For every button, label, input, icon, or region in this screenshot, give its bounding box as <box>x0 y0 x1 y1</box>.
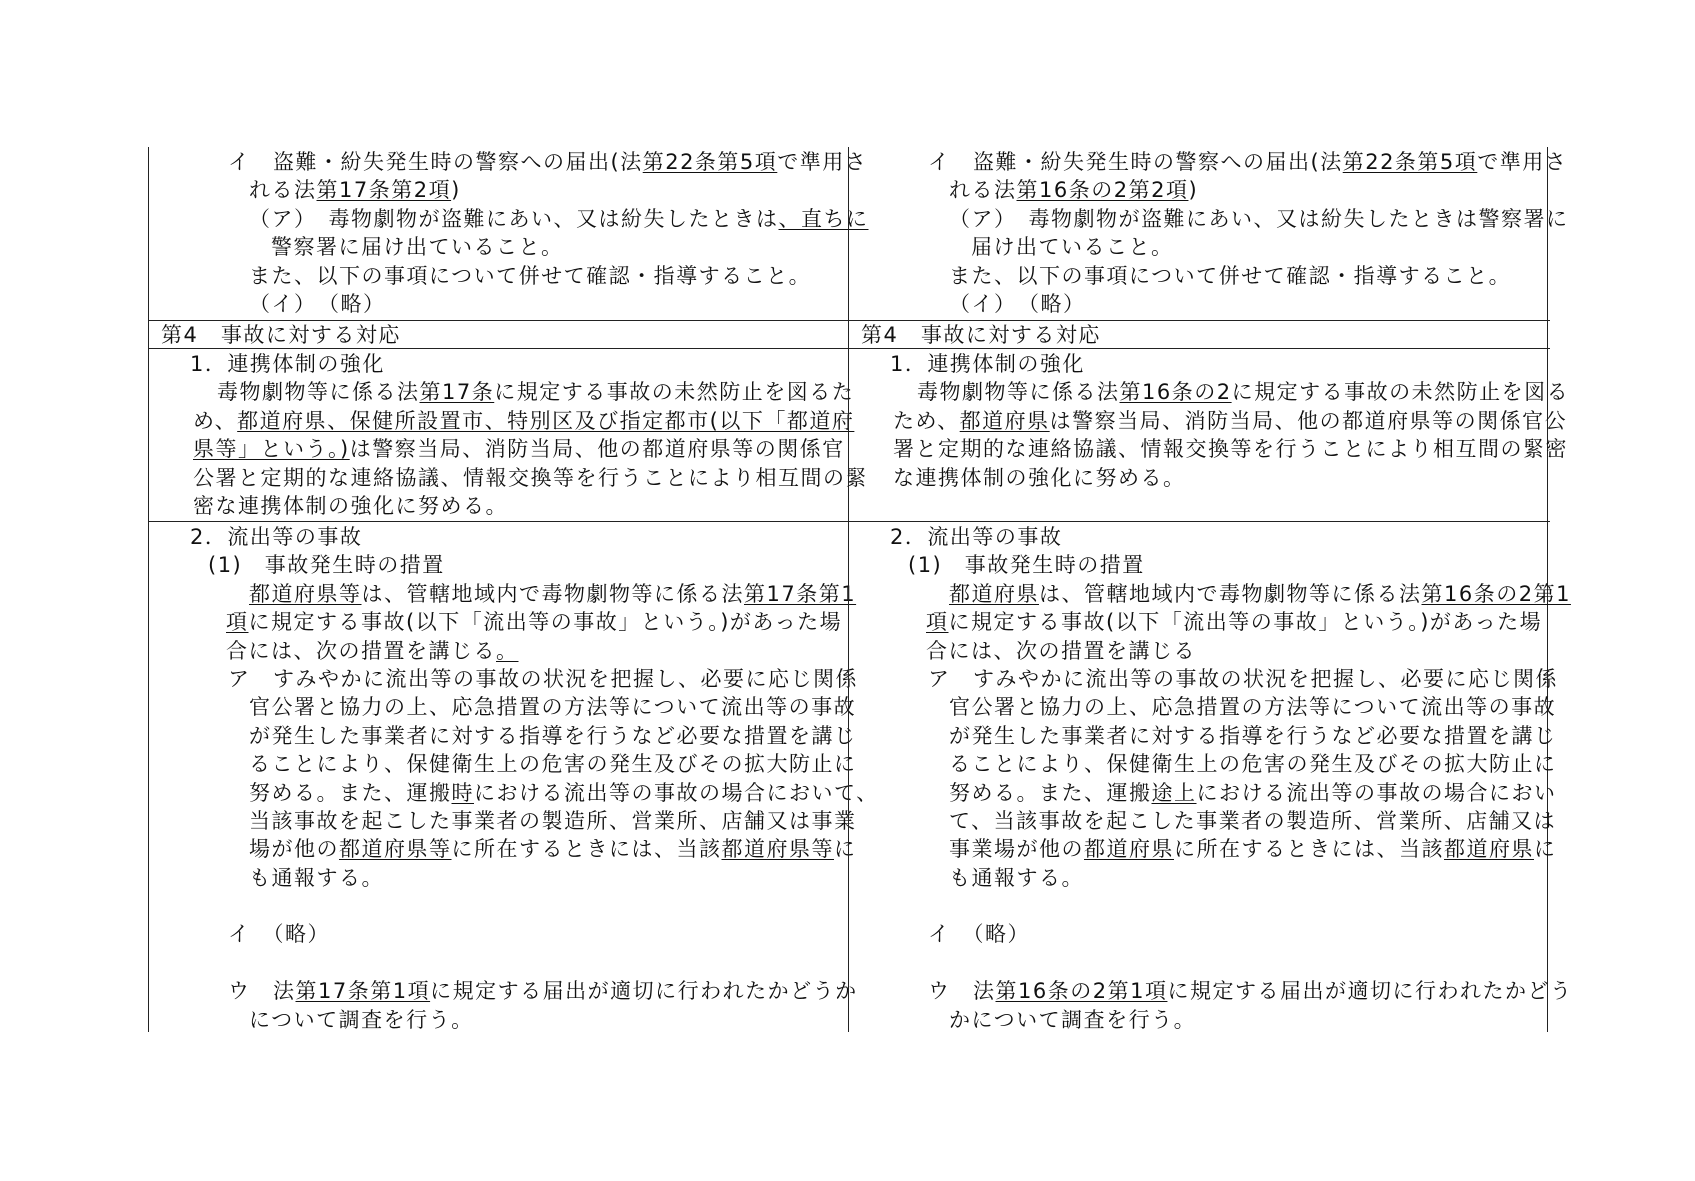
text-segment: に所在するときには、当該 <box>451 837 722 862</box>
text-line <box>849 637 1547 665</box>
text-line <box>149 580 857 608</box>
text-segment: 署と定期的な連絡協議、情報交換等を行うことにより相互間の緊密 <box>893 437 1568 462</box>
text-segment: イ （略） <box>228 922 330 947</box>
text-segment: （ア） 毒物劇物が盗難にあい、又は紛失したときは警察署に <box>949 206 1569 231</box>
text-line <box>849 722 1557 750</box>
underlined-amendment: 県等」という。) <box>193 437 350 462</box>
text-segment: に <box>1534 837 1557 862</box>
text-segment: て、当該事故を起こした事業者の製造所、営業所、店舗又は <box>949 808 1557 833</box>
underlined-amendment: 都道府県等 <box>339 837 452 862</box>
text-line <box>149 205 869 233</box>
text-segment: ウ 法 <box>928 979 996 1004</box>
text-segment: かについて調査を行う。 <box>949 1007 1197 1032</box>
text-segment: 1．連携体制の強化 <box>890 352 1085 376</box>
text-segment: 合には、次の措置を講じる <box>926 638 1196 663</box>
text-segment: 2．流出等の事故 <box>190 525 363 549</box>
text-segment: も通報する。 <box>949 865 1084 890</box>
underlined-amendment: 都道府県 <box>959 408 1050 433</box>
text-segment: 合には、次の措置を講じる <box>226 638 496 663</box>
text-segment: 官公署と協力の上、応急措置の方法等について流出等の事故 <box>949 695 1557 720</box>
text-segment: が発生した事業者に対する指導を行うなど必要な措置を講じ <box>949 723 1557 748</box>
text-segment: 第4 事故に対する対応 <box>861 323 1101 347</box>
text-line <box>149 290 848 318</box>
comparison-table <box>148 147 1573 1032</box>
revised-text-cell <box>148 349 868 521</box>
text-line <box>849 1006 1547 1034</box>
text-line <box>149 523 848 551</box>
text-segment: に規定する事故の未然防止を図る <box>1231 380 1570 405</box>
text-line <box>149 835 857 863</box>
text-segment: 当該事故を起こした事業者の製造所、営業所、店舗又は事業 <box>249 808 857 833</box>
text-line <box>849 580 1571 608</box>
text-line <box>149 665 858 693</box>
text-line <box>849 949 1547 977</box>
text-segment: 第4 事故に対する対応 <box>161 323 401 347</box>
text-line <box>849 148 1568 176</box>
underlined-amendment: 項 <box>226 610 249 635</box>
text-segment: に所在するときには、当該 <box>1174 837 1444 862</box>
table-row <box>148 147 1569 321</box>
text-line <box>149 435 848 463</box>
text-segment: 毒物劇物等に係る法 <box>917 380 1120 405</box>
text-line <box>149 722 857 750</box>
text-segment: （ア） 毒物劇物が盗難にあい、又は紛失したときは <box>249 206 779 231</box>
text-segment: 密な連携体制の強化に努める。 <box>193 493 508 518</box>
current-text-cell <box>848 349 1570 521</box>
text-segment: 警察署に届け出ていること。 <box>271 235 564 260</box>
text-segment: 努める。また、運搬 <box>949 780 1152 805</box>
text-segment: また、以下の事項について併せて確認・指導すること。 <box>249 263 812 288</box>
text-line <box>149 637 848 665</box>
revised-text-cell <box>148 321 848 348</box>
text-line <box>849 977 1573 1005</box>
underlined-amendment: 、直ちに <box>778 206 869 231</box>
underlined-amendment: 第17条第1 <box>744 581 857 606</box>
text-segment: 努める。また、運搬 <box>249 780 452 805</box>
text-line <box>849 807 1557 835</box>
text-segment: (1) 事故発生時の措置 <box>208 553 445 578</box>
text-line <box>849 920 1547 948</box>
text-segment: ることにより、保健衛生上の危害の発生及びその拡大防止に <box>949 752 1557 777</box>
text-line <box>849 864 1547 892</box>
text-line <box>149 492 848 520</box>
text-segment: について調査を行う。 <box>249 1007 474 1032</box>
text-segment: も通報する。 <box>249 865 384 890</box>
text-line <box>849 176 1547 204</box>
text-segment: ため、 <box>893 408 960 433</box>
text-segment: また、以下の事項について併せて確認・指導すること。 <box>949 263 1512 288</box>
text-line <box>849 835 1557 863</box>
text-line <box>849 350 1547 378</box>
text-line <box>149 148 868 176</box>
text-segment: ) <box>1188 178 1199 203</box>
text-segment: は警察当局、消防当局、他の都道府県等の関係官 <box>349 437 845 462</box>
text-segment: に規定する届出が適切に行われたかどう <box>1167 979 1573 1004</box>
text-line <box>849 205 1569 233</box>
underlined-amendment: 第16条の2 <box>1119 380 1232 405</box>
table-row <box>148 349 1570 522</box>
underlined-amendment: 項 <box>926 610 949 635</box>
underlined-amendment: 第17条第1項 <box>295 979 431 1004</box>
text-segment: 官公署と協力の上、応急措置の方法等について流出等の事故 <box>249 695 857 720</box>
text-segment: （イ） （略） <box>949 291 1086 316</box>
text-segment: に規定する事故(以下「流出等の事故」という。)があった場 <box>948 610 1543 635</box>
text-segment: イ 盗難・紛失発生時の警察への届出(法 <box>928 150 1343 174</box>
text-line <box>849 523 1547 551</box>
text-segment: イ （略） <box>928 922 1030 947</box>
text-segment: イ 盗難・紛失発生時の警察への届出(法 <box>228 150 643 174</box>
text-line <box>849 779 1557 807</box>
text-segment: れる法 <box>249 178 317 203</box>
current-text-cell <box>848 147 1569 320</box>
text-segment: な連携体制の強化に努める。 <box>893 465 1186 490</box>
text-line <box>149 807 857 835</box>
text-segment: (1) 事故発生時の措置 <box>908 553 1145 578</box>
text-line <box>849 407 1568 435</box>
text-line <box>149 176 848 204</box>
text-segment: で準用さ <box>777 150 868 174</box>
text-segment: における流出等の事故の場合におい <box>1196 780 1557 805</box>
underlined-amendment: 都道府県等 <box>249 581 362 606</box>
text-segment: 事業場が他の <box>949 837 1084 862</box>
underlined-amendment: 途上 <box>1151 780 1197 805</box>
text-line <box>849 322 1547 348</box>
text-line <box>849 750 1557 778</box>
text-line <box>849 608 1547 636</box>
underlined-amendment: 第17条 <box>419 380 495 405</box>
text-line <box>149 693 857 721</box>
text-line <box>849 464 1547 492</box>
text-line <box>149 322 848 348</box>
text-line <box>149 892 848 920</box>
text-line <box>149 920 848 948</box>
underlined-amendment: 第16条の2第1 <box>1421 581 1571 606</box>
text-segment: で準用さ <box>1477 150 1568 174</box>
text-segment: ア すみやかに流出等の事故の状況を把握し、必要に応じ関係 <box>928 666 1558 691</box>
underlined-amendment: 都道府県 <box>949 581 1039 606</box>
text-line <box>149 407 855 435</box>
underlined-amendment: 第17条第2項 <box>316 178 452 203</box>
text-segment: ウ 法 <box>228 979 296 1004</box>
current-text-cell <box>848 321 1548 348</box>
text-line <box>149 233 848 261</box>
text-line <box>849 665 1558 693</box>
text-line <box>149 779 879 807</box>
underlined-amendment: 第22条第5項 <box>1342 150 1478 174</box>
text-line <box>149 949 848 977</box>
underlined-amendment: 第16条の2第1項 <box>995 979 1168 1004</box>
underlined-amendment: 都道府県、保健所設置市、特別区及び指定都市(以下「都道府 <box>237 408 855 433</box>
text-line <box>149 977 858 1005</box>
text-line <box>149 1006 848 1034</box>
text-line <box>149 464 868 492</box>
text-segment: ア すみやかに流出等の事故の状況を把握し、必要に応じ関係 <box>228 666 858 691</box>
table-row <box>148 321 1550 349</box>
underlined-amendment: 都道府県 <box>1444 837 1534 862</box>
text-line <box>849 378 1570 406</box>
text-line <box>149 262 848 290</box>
table-row <box>148 522 1573 1032</box>
text-line <box>849 262 1547 290</box>
text-line <box>149 864 848 892</box>
text-line <box>149 608 848 636</box>
text-segment: における流出等の事故の場合において、 <box>474 780 879 805</box>
text-segment: に規定する届出が適切に行われたかどうか <box>430 979 858 1004</box>
underlined-amendment: 都道府県 <box>1084 837 1174 862</box>
text-segment: ることにより、保健衛生上の危害の発生及びその拡大防止に <box>249 752 857 777</box>
text-segment: 届け出ていること。 <box>971 235 1174 260</box>
text-segment: ) <box>451 178 461 203</box>
text-line <box>849 551 1547 579</box>
text-segment: に <box>834 837 857 862</box>
text-line <box>849 435 1568 463</box>
text-line <box>849 233 1547 261</box>
revised-text-cell <box>148 147 869 320</box>
text-line <box>849 693 1557 721</box>
text-line <box>149 378 855 406</box>
text-segment: め、 <box>193 408 238 433</box>
underlined-amendment: 都道府県等 <box>721 837 834 862</box>
text-line <box>849 892 1547 920</box>
text-line <box>149 350 848 378</box>
text-line <box>149 551 848 579</box>
underlined-amendment: 。 <box>496 638 519 663</box>
current-text-cell <box>848 522 1573 1032</box>
underlined-amendment: 時 <box>451 780 474 805</box>
text-segment: 毒物劇物等に係る法 <box>217 380 420 405</box>
text-segment: 2．流出等の事故 <box>890 525 1063 549</box>
text-segment: に規定する事故(以下「流出等の事故」という。)があった場 <box>248 610 843 635</box>
underlined-amendment: 第22条第5項 <box>642 150 778 174</box>
revised-text-cell <box>148 522 879 1032</box>
text-segment: が発生した事業者に対する指導を行うなど必要な措置を講じ <box>249 723 857 748</box>
text-segment: は、管轄地域内で毒物劇物等に係る法 <box>361 581 744 606</box>
text-segment: に規定する事故の未然防止を図るた <box>494 380 855 405</box>
text-line <box>849 290 1547 318</box>
text-segment: 公署と定期的な連絡協議、情報交換等を行うことにより相互間の緊 <box>193 465 868 490</box>
underlined-amendment: 第16条の2第2項 <box>1016 178 1189 203</box>
text-segment: （イ） （略） <box>249 291 386 316</box>
text-segment: は警察当局、消防当局、他の都道府県等の関係官公 <box>1049 408 1568 433</box>
text-segment: 場が他の <box>249 837 339 862</box>
text-line <box>149 750 857 778</box>
text-segment: は、管轄地域内で毒物劇物等に係る法 <box>1039 581 1422 606</box>
text-segment: 1．連携体制の強化 <box>190 352 385 376</box>
text-segment: れる法 <box>949 178 1017 203</box>
